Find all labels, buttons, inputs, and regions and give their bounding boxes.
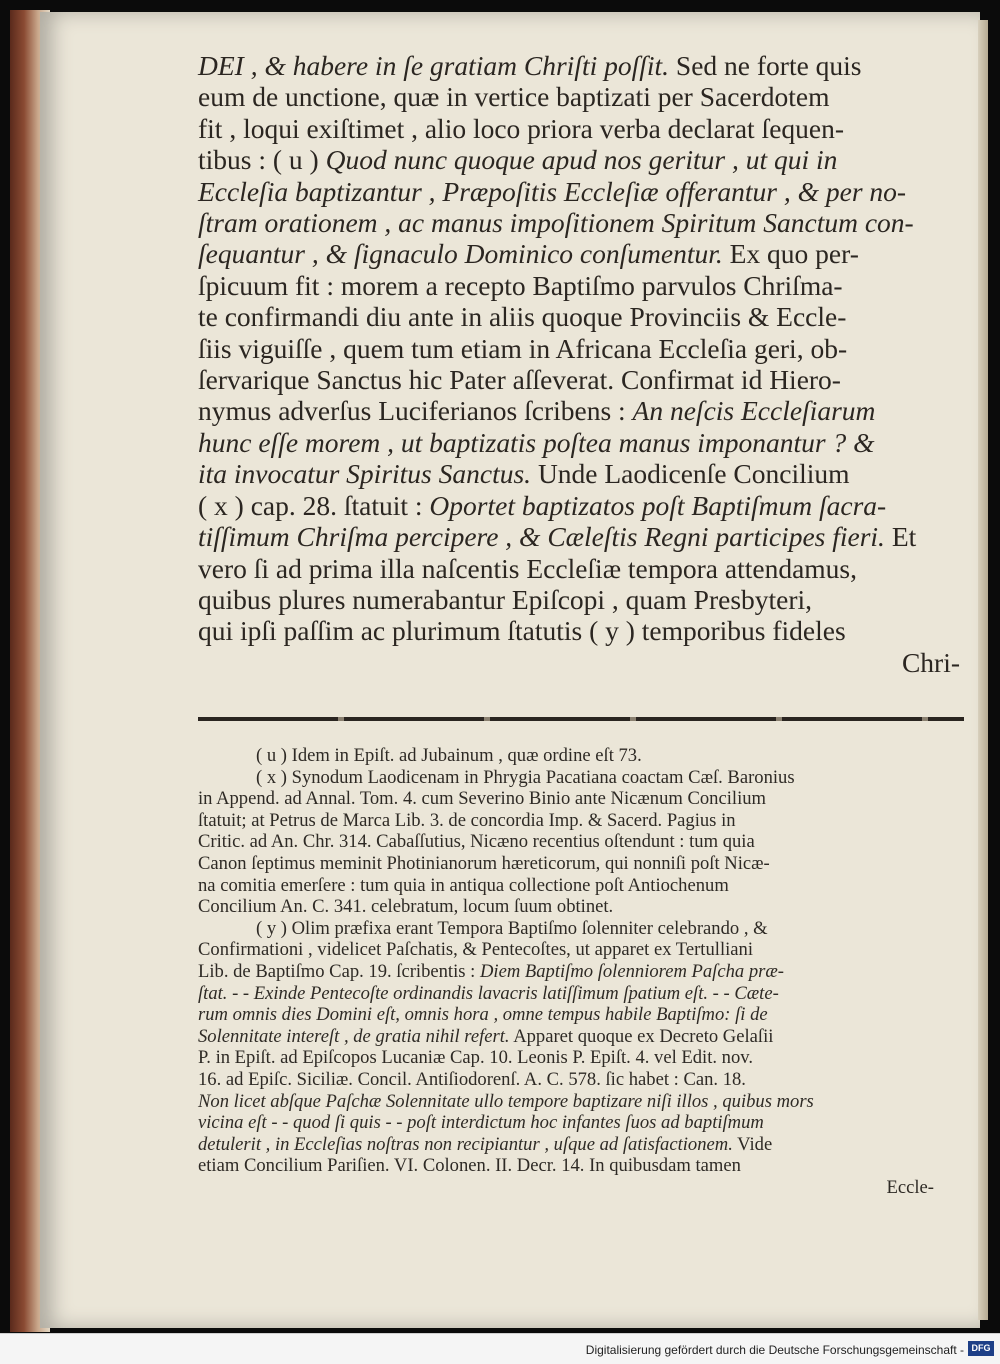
footnote-line xyxy=(198,983,960,1005)
footnote-segment: Non licet abſque Paſchæ Solennitate ullo tempore baptizare niſi illos , quibus mors xyxy=(198,1090,814,1112)
footnote-line xyxy=(198,939,960,961)
footer-credit-text: Digitalisierung gefördert durch die Deutsche Forschungsgemeinschaft - xyxy=(585,1343,964,1357)
main-text-line xyxy=(198,333,966,364)
dfg-logo: DFG xyxy=(968,1341,994,1356)
footnote-segment: detulerit , in Eccleſias noſtras non recipiantur , uſque ad ſatisfactionem. xyxy=(198,1133,733,1155)
main-text-segment: ( x ) cap. 28. ſtatuit : xyxy=(198,489,430,521)
digitization-footer xyxy=(0,1333,1000,1364)
main-text-body xyxy=(198,50,966,678)
footnote-segment: na comitia emerſere : tum quia in antiqua collectione poſt Antiochenum xyxy=(198,874,729,896)
footnote-line xyxy=(198,745,960,767)
main-text-segment: An neſcis Eccleſiarum xyxy=(632,395,876,427)
footnote-line xyxy=(198,1134,960,1156)
main-text-segment: hunc eſſe morem , ut baptizatis poſtea manus imponantur ? & xyxy=(198,426,875,458)
main-text-segment: tibus : ( u ) xyxy=(198,144,326,176)
main-text-segment: ſpicuum fit : morem a recepto Baptiſmo parvulos Chriſma- xyxy=(198,269,843,301)
footnote-line xyxy=(198,1155,960,1177)
footnote-segment: Apparet quoque ex Decreto Gelaſii xyxy=(509,1025,774,1047)
footnote-line xyxy=(198,788,960,810)
footnote-line xyxy=(198,831,960,853)
footnote-line xyxy=(198,1069,960,1091)
main-text-line xyxy=(198,458,966,489)
footnote-segment: etiam Concilium Pariſien. VI. Colonen. II. Decr. 14. In quibusdam tamen xyxy=(198,1155,741,1177)
main-text-line xyxy=(198,81,966,112)
main-text-line xyxy=(198,144,966,175)
footnote-segment: Vide xyxy=(732,1133,773,1155)
main-text-line xyxy=(198,207,966,238)
footnote-line xyxy=(198,961,960,983)
footnote-line xyxy=(198,1004,960,1026)
footnote-segment: Diem Baptiſmo ſolenniorem Paſcha præ- xyxy=(479,960,784,982)
main-text-segment: Unde Laodicenſe Concilium xyxy=(531,458,850,490)
footnote-segment: Concilium An. C. 341. celebratum, locum ſuum obtinet. xyxy=(198,896,614,918)
footnote-segment: vicina eſt - - quod ſi quis - - poſt interdictum hoc infantes ſuos ad baptiſmum xyxy=(198,1112,764,1134)
main-text-segment: Quod nunc quoque apud nos geritur , ut qui in xyxy=(325,144,838,176)
main-text-line xyxy=(198,615,966,646)
main-text-segment: ſequantur , & ſignaculo Dominico conſumentur. xyxy=(198,238,723,270)
main-text-segment: vero ſi ad prima illa naſcentis Eccleſiæ tempora attendamus, xyxy=(198,552,858,584)
footnote-segment: rum omnis dies Domini eſt, omnis hora , omne tempus habile Baptiſmo: ſi de xyxy=(198,1004,768,1026)
footnote-line xyxy=(198,1091,960,1113)
main-text-line xyxy=(198,490,966,521)
footnote-segment: 16. ad Epiſc. Siciliæ. Concil. Antiſiodorenſ. A. C. 578. ſic habet : Can. 18. xyxy=(198,1068,746,1090)
main-text-line xyxy=(198,521,966,552)
footnote-line xyxy=(198,853,960,875)
footnote-segment: Confirmationi , videlicet Paſchatis, & Pentecoſtes, ut apparet ex Tertulliani xyxy=(198,939,753,961)
main-text-line xyxy=(198,270,966,301)
footnote-line xyxy=(198,810,960,832)
main-text-line xyxy=(198,176,966,207)
main-text-segment: Oportet baptizatos poſt Baptiſmum ſacra- xyxy=(429,489,887,521)
main-text-segment: quibus plures numerabantur Epiſcopi , quam Presbyteri, xyxy=(198,583,813,615)
footnote-line xyxy=(198,896,960,918)
footnote-line xyxy=(198,918,960,940)
main-text-segment: Eccleſia baptizantur , Præpoſitis Eccleſiæ offerantur , & per no- xyxy=(198,175,907,207)
footnote-segment: in Append. ad Annal. Tom. 4. cum Severino Binio ante Nicænum Concilium xyxy=(198,788,766,810)
main-text-segment: fit , loqui exiſtimet , alio loco priora verba declarat ſequen- xyxy=(198,112,845,144)
catchword: Chri- xyxy=(901,646,960,678)
footnote-segment: Lib. de Baptiſmo Cap. 19. ſcribentis : xyxy=(198,960,480,982)
main-text-segment: nymus adverſus Luciferianos ſcribens : xyxy=(198,395,633,427)
footnote-line xyxy=(198,1047,960,1069)
footnote-segment: Critic. ad An. Chr. 314. Cabaſſutius, Nicæno recentius oſtendunt : tum quia xyxy=(198,831,755,853)
main-text-line xyxy=(198,364,966,395)
main-text-line xyxy=(198,238,966,269)
main-text-segment: eum de unctione, quæ in vertice baptizati per Sacerdotem xyxy=(198,81,830,113)
main-text-line xyxy=(198,584,966,615)
main-text-line xyxy=(198,113,966,144)
main-text-segment: ſtram orationem , ac manus impoſitionem Spiritum Sanctum con- xyxy=(198,207,914,239)
footnotes xyxy=(198,745,960,1198)
main-text-segment: DEI , & habere in ſe gratiam Chriſti poſſit. xyxy=(198,50,670,81)
main-text-segment: ſervarique Sanctus hic Pater aſſeverat. Confirmat id Hiero- xyxy=(198,364,841,396)
main-text-segment: tiſſimum Chriſma percipere , & Cæleſtis Regni participes fieri. xyxy=(198,521,885,553)
main-text-line xyxy=(198,427,966,458)
main-text-segment: ſiis viguiſſe , quem tum etiam in Africana Eccleſia geri, ob- xyxy=(198,332,848,364)
main-text-line xyxy=(198,50,966,81)
footnote-segment: P. in Epiſt. ad Epiſcopos Lucaniæ Cap. 10. Leonis P. Epiſt. 4. vel Edit. nov. xyxy=(198,1047,754,1069)
footnote-segment: ( y ) Olim præfixa erant Tempora Baptiſmo ſolenniter celebrando , & xyxy=(256,917,768,939)
footnote-separator-rule xyxy=(198,717,964,721)
main-text-segment: te confirmandi diu ante in aliis quoque Provinciis & Eccle- xyxy=(198,301,847,333)
main-text-segment: Et xyxy=(884,521,917,553)
footnote-segment: ( x ) Synodum Laodicenam in Phrygia Pacatiana coactam Cæſ. Baronius xyxy=(256,766,795,788)
main-text-line xyxy=(198,301,966,332)
main-text-segment: Ex quo per- xyxy=(722,238,859,270)
footnote-segment: ſtatuit; at Petrus de Marca Lib. 3. de concordia Imp. & Sacerd. Pagius in xyxy=(198,809,736,831)
main-text-segment: qui ipſi paſſim ac plurimum ſtatutis ( y ) temporibus fideles xyxy=(198,615,846,647)
footnote-line xyxy=(198,875,960,897)
footnote-line xyxy=(198,1112,960,1134)
main-text-segment: Sed ne forte quis xyxy=(669,50,862,81)
footnote-segment: Canon ſeptimus meminit Photinianorum hæreticorum, qui nonniſi poſt Nicæ- xyxy=(198,852,770,874)
main-text-line xyxy=(198,395,966,426)
footnote-segment: Solennitate intereſt , de gratia nihil refert. xyxy=(198,1025,510,1047)
main-text-line xyxy=(198,553,966,584)
footnote-segment: ſtat. - - Exinde Pentecoſte ordinandis lavacris latiſſimum ſpatium eſt. - - Cæte- xyxy=(198,982,779,1004)
footnote-catchword: Eccle- xyxy=(886,1176,934,1198)
footnote-segment: ( u ) Idem in Epiſt. ad Jubainum , quæ ordine eſt 73. xyxy=(256,745,642,766)
footnote-line xyxy=(198,767,960,789)
page-edge-right xyxy=(978,20,988,1320)
main-text-segment: ita invocatur Spiritus Sanctus. xyxy=(198,458,532,490)
footnote-line xyxy=(198,1026,960,1048)
